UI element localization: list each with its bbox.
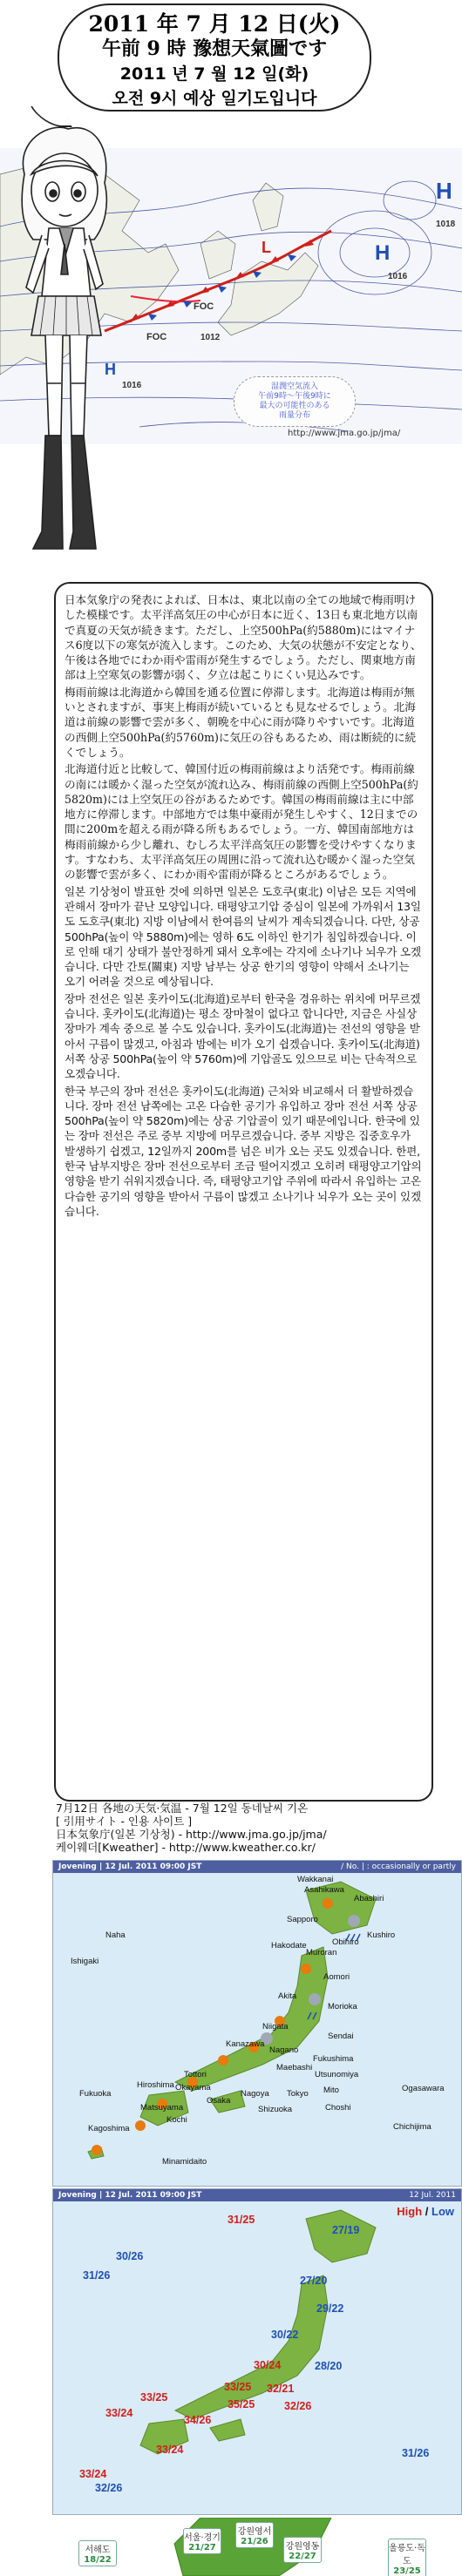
svg-text:H: H: [375, 241, 391, 265]
caption-source-jma[interactable]: 日本気象庁(일본 기상청) - http://www.jma.go.jp/jma/: [56, 1828, 327, 1841]
city-nagoya: Nagoya: [241, 2089, 269, 2099]
city-okayama: Okayama: [175, 2083, 211, 2093]
city-choshi: Choshi: [325, 2103, 351, 2113]
korea-city-name: 서해도: [85, 2546, 111, 2555]
temp-2: [116, 2250, 143, 2262]
city-maebashi: Maebashi: [276, 2063, 313, 2072]
temp-value: 30/26: [116, 2250, 144, 2262]
korea-city-temp: 22/27: [289, 2552, 316, 2561]
city-hakodate: Hakodate: [271, 1941, 307, 1951]
city-sendai: Sendai: [328, 2032, 354, 2041]
city-fukuoka: Fukuoka: [79, 2089, 112, 2099]
korea-city-0: [78, 2540, 117, 2566]
svg-text:FOC: FOC: [146, 332, 167, 342]
temp-value: 29/22: [316, 2302, 344, 2315]
temp-0: [228, 2214, 255, 2226]
city-minamidaito: Minamidaito: [162, 2157, 207, 2167]
temp-8: [284, 2400, 311, 2412]
japan-temperature-map: [52, 2188, 462, 2515]
cartoon-girl-illustration: [7, 122, 120, 584]
city-obihiro: Obihiro: [332, 1937, 359, 1947]
header-title-kr: 오전 9시 예상 일기도입니다: [112, 89, 317, 108]
korea-city-2: [235, 2522, 274, 2548]
city-utsunomiya: Utsunomiya: [315, 2070, 359, 2079]
japan-weather-map: [52, 1860, 462, 2187]
temp-4: [105, 2407, 132, 2419]
japan-weather-legend: / No. | : occasionally or partly: [341, 1863, 456, 1871]
temp-15: [267, 2383, 294, 2395]
header-date-kr: 2011 년 7 월 12 일(화): [119, 64, 309, 84]
city-shizuoka: Shizuoka: [258, 2105, 293, 2114]
city-chichijima: Chichijima: [393, 2122, 431, 2132]
city-morioka: Morioka: [328, 2002, 357, 2011]
city-tokyo: Tokyo: [287, 2089, 309, 2099]
city-matsuyama: Matsuyama: [140, 2103, 184, 2113]
korea-city-name: 울릉도·독도: [389, 2544, 425, 2566]
temp-12: [254, 2359, 281, 2371]
paragraph-jp-1: 日本気象庁の発表によれば、日本は、東北以南の全ての地域で梅雨明けした模様です。太平洋高気圧の中心が日本に近く、13日も東北地方以南で真夏の天気が続きます。ただし、上空500hPa(約5880m)にはマイナス6度以下の寒気が流入します。このため、大気の状態が不安定となり、午後は各地でにわか雨や雷雨が発生するでしょう。ただし、関東地方南部は上空寒気の影響が弱く、夕立は起こりにくい見込みです。: [65, 593, 422, 682]
svg-text:L: L: [262, 239, 271, 256]
temp-6: [184, 2414, 211, 2426]
temp-9: [315, 2360, 342, 2372]
korea-city-name: 강원영동: [285, 2542, 320, 2552]
svg-text:1016: 1016: [122, 381, 142, 390]
city-kagoshima: Kagoshima: [88, 2124, 130, 2133]
temp-5: [140, 2391, 167, 2404]
svg-text:FOC: FOC: [194, 301, 214, 312]
temp-value: 30/24: [254, 2359, 282, 2371]
temp-value: 32/21: [267, 2383, 295, 2395]
legend-high: High: [397, 2205, 423, 2218]
city-kushiro: Kushiro: [367, 1930, 396, 1940]
temp-value: 31/26: [402, 2447, 430, 2459]
city-muroran: Muroran: [306, 1948, 337, 1957]
city-ogasawara: Ogasawara: [402, 2084, 445, 2093]
japan-weather-bar: [53, 1861, 461, 1873]
temp-value: 33/24: [79, 2468, 107, 2480]
korea-city-temp: 23/25: [393, 2566, 421, 2576]
city-hiroshima: Hiroshima: [137, 2080, 174, 2090]
city-fukushima: Fukushima: [313, 2054, 354, 2064]
map-source-url: http://www.jma.go.jp/jma/: [288, 429, 401, 438]
header-bubble: [58, 3, 371, 112]
city-mito: Mito: [323, 2086, 339, 2095]
temp-18: [271, 2329, 298, 2341]
temp-value: 28/20: [315, 2360, 343, 2372]
korea-city-4: [388, 2539, 426, 2576]
temp-11: [332, 2224, 359, 2236]
temp-3: [79, 2468, 106, 2480]
city-naha: Naha: [105, 1930, 126, 1940]
temp-14: [156, 2444, 183, 2456]
city-osaka: Osaka: [207, 2096, 231, 2106]
temp-value: 31/25: [228, 2214, 255, 2226]
city-tottori: Tottori: [184, 2070, 207, 2079]
temp-10: [300, 2275, 327, 2287]
korea-city-1: [183, 2528, 221, 2554]
temp-value: 33/25: [224, 2381, 252, 2393]
city-kochi: Kochi: [166, 2115, 187, 2125]
temp-value: 33/24: [105, 2407, 133, 2419]
temp-17: [224, 2381, 251, 2393]
city-nagano: Nagano: [269, 2045, 299, 2055]
temp-value: 33/25: [140, 2391, 168, 2404]
paragraph-kr-1: 일본 기상청이 발표한 것에 의하면 일본은 도호쿠(東北) 이남은 모든 지역에 관해서 장마가 끝난 모양입니다. 태평양고기압 중심이 일본에 가까워서 13일도 도호쿠(東北) 지방 이남에서 한여름의 날씨가 계속되겠습니다. 다만, 상공 500hPa(높이 약 5880m)에는 영하 6도 이하인 한기가 침입하겠습니다. 이로 인해 대기 상태가 불안정하게 돼서 오후에는 각지에 소나기나 뇌우가 오겠습니다. 다만 간토(關東) 지방 남부는 상공 한기의 영향이 약해서 소나기는 오기 어려울 것으로 예상됩니다.: [65, 884, 421, 989]
city-asahikawa: Asahikawa: [304, 1885, 344, 1895]
svg-text:H: H: [105, 361, 116, 378]
caption-source-kweather[interactable]: 케이웨더[Kweather] - http://www.kweather.co.kr/: [56, 1841, 316, 1854]
korea-city-3: [283, 2537, 322, 2563]
paragraph-kr-2: 장마 전선은 일본 홋카이도(北海道)로부터 한국을 경유하는 위치에 머무르겠습니다. 홋카이도(北海道)는 평소 장마철이 없다고 합니다만, 지금은 사실상 장마가 계속 중으로 볼 수도 있습니다. 홋카이도(北海道)는 전선의 영향을 받아서 구름이 많겠고, 아침과 밤에는 비가 오기 쉽겠습니다. 홋카이도(北海道) 서쪽 상공 500hPa(높이 약 5760m)에 기압골도 있으므로 비는 단속적으로 오겠습니다.: [65, 991, 421, 1081]
korea-city-temp: 21/26: [241, 2537, 268, 2546]
city-abashiri: Abashiri: [354, 1894, 384, 1903]
temp-value: 27/20: [300, 2275, 328, 2287]
map-caption: [56, 1802, 439, 1854]
city-ishigaki: Ishigaki: [71, 1957, 99, 1966]
japan-temp-date: 12 Jul. 2011: [409, 2191, 456, 2200]
temp-16: [316, 2302, 343, 2315]
city-wakkanai: Wakkanai: [297, 1875, 334, 1884]
japan-weather-land: [53, 1873, 462, 2187]
svg-text:1018: 1018: [436, 220, 456, 229]
temp-13: [402, 2447, 429, 2459]
temp-value: 34/26: [184, 2414, 212, 2426]
temp-7: [228, 2398, 255, 2410]
header-title-jp: 午前 9 時 豫想天氣圖です: [101, 37, 328, 60]
city-aomori: Aomori: [323, 1972, 350, 1982]
korea-city-name: 서울·경기: [184, 2533, 221, 2543]
temp-value: 27/19: [332, 2224, 360, 2236]
svg-text:1016: 1016: [388, 272, 408, 281]
map-note: 湿潤空気流入 午前9時～午後9時に 最大の可能性のある 雨量分布: [234, 376, 356, 427]
caption-title: 7月12日 各地の天気·気温 - 7월 12일 동네날씨 기온: [56, 1802, 309, 1815]
city-akita: Akita: [278, 1991, 297, 2001]
temp-19: [95, 2482, 122, 2494]
city-niigata: Niigata: [262, 2022, 289, 2032]
city-sapporo: Sapporo: [287, 1915, 318, 1924]
temp-value: 35/25: [228, 2398, 255, 2410]
korea-weather-map: [52, 2518, 462, 2576]
svg-text:1012: 1012: [200, 333, 221, 342]
temp-1: [83, 2269, 110, 2282]
high-low-legend: High / Low: [397, 2205, 454, 2218]
temp-value: 32/26: [95, 2482, 123, 2494]
paragraph-kr-3: 한국 부근의 장마 전선은 홋카이도(北海道) 근처와 비교해서 더 활발하겠습니다. 장마 전선 남쪽에는 고온 다습한 공기가 유입하고 장마 전선 서쪽 상공 500hPa(높이 약 5820m)에는 상공 기압골이 있기 때문에입니다. 한국에 있는 장마 전선은 주로 중부 지방에 머무르겠습니다. 중부 지방은 집중호우가 발생하기 쉽겠고, 12일까지 200m를 넘은 비가 오는 곳도 있겠습니다. 한편, 한국 남부지방은 장마 전선으로부터 조금 떨어지겠고 오히려 태평양고기압의 영향을 받기 쉬워지겠습니다. 즉, 태평양고기압 주위에 따라서 유입하는 고온 다습한 공기의 영향을 받아서 구름이 많겠고 소나기나 뇌우가 오는 곳이 있겠습니다.: [65, 1084, 422, 1218]
japan-temp-bar: [53, 2189, 461, 2201]
header-date-jp: 2011 年 7 月 12 日(火): [88, 11, 341, 37]
caption-source-heading: [ 引用サイト - 인용 사이트 ]: [56, 1815, 193, 1828]
forecast-text-panel: [54, 582, 433, 1802]
korea-city-temp: 18/22: [84, 2555, 112, 2565]
temp-value: 33/24: [156, 2444, 184, 2456]
temp-value: 32/26: [284, 2400, 312, 2412]
japan-weather-date: Jovening | 12 Jul. 2011 09:00 JST: [58, 1863, 202, 1871]
temp-value: 30/22: [271, 2329, 299, 2341]
city-kanazawa: Kanazawa: [226, 2039, 265, 2049]
korea-city-name: 강원영서: [237, 2527, 272, 2537]
legend-low: Low: [431, 2205, 454, 2218]
paragraph-jp-2: 梅雨前線は北海道から韓国を通る位置に停滞します。北海道は梅雨が無いとされますが、事実上梅雨が続いているとも見なせるでしょう。北海道は前線の影響で雲が多く、朝晩を中心に雨が降りやすいです。北海道の西側上空500hPa(約5760m)に気圧の谷もあるため、雨は断続的に続くでしょう。: [65, 685, 417, 759]
paragraph-jp-3: 北海道付近と比較して、韓国付近の梅雨前線はより活発です。梅雨前線の南には暖かく湿った空気が流れ込み、梅雨前線の西側上空500hPa(約5820m)には上空気圧の谷があるためです。韓国の梅雨前線は主に中部地方に停滞します。中部地方では集中豪雨が発生しやすく、12日までの間に200mを超える雨が降る所もあるでしょう。一方、韓国南部地方は梅雨前線から少し離れ、むしろ太平洋高気圧の影響を受けやすくなります。すなわち、太平洋高気圧の周囲に沿って流れ込む暖かく湿った空気の影響で雲が多く、にわか雨や雷雨が降るところがあるでしょう。: [65, 762, 418, 882]
svg-text:H: H: [436, 178, 452, 204]
temp-value: 31/26: [83, 2269, 111, 2282]
japan-temp-land: [53, 2201, 462, 2515]
japan-temp-title: Jovening | 12 Jul. 2011 09:00 JST: [58, 2191, 202, 2200]
korea-city-temp: 21/27: [188, 2543, 216, 2552]
